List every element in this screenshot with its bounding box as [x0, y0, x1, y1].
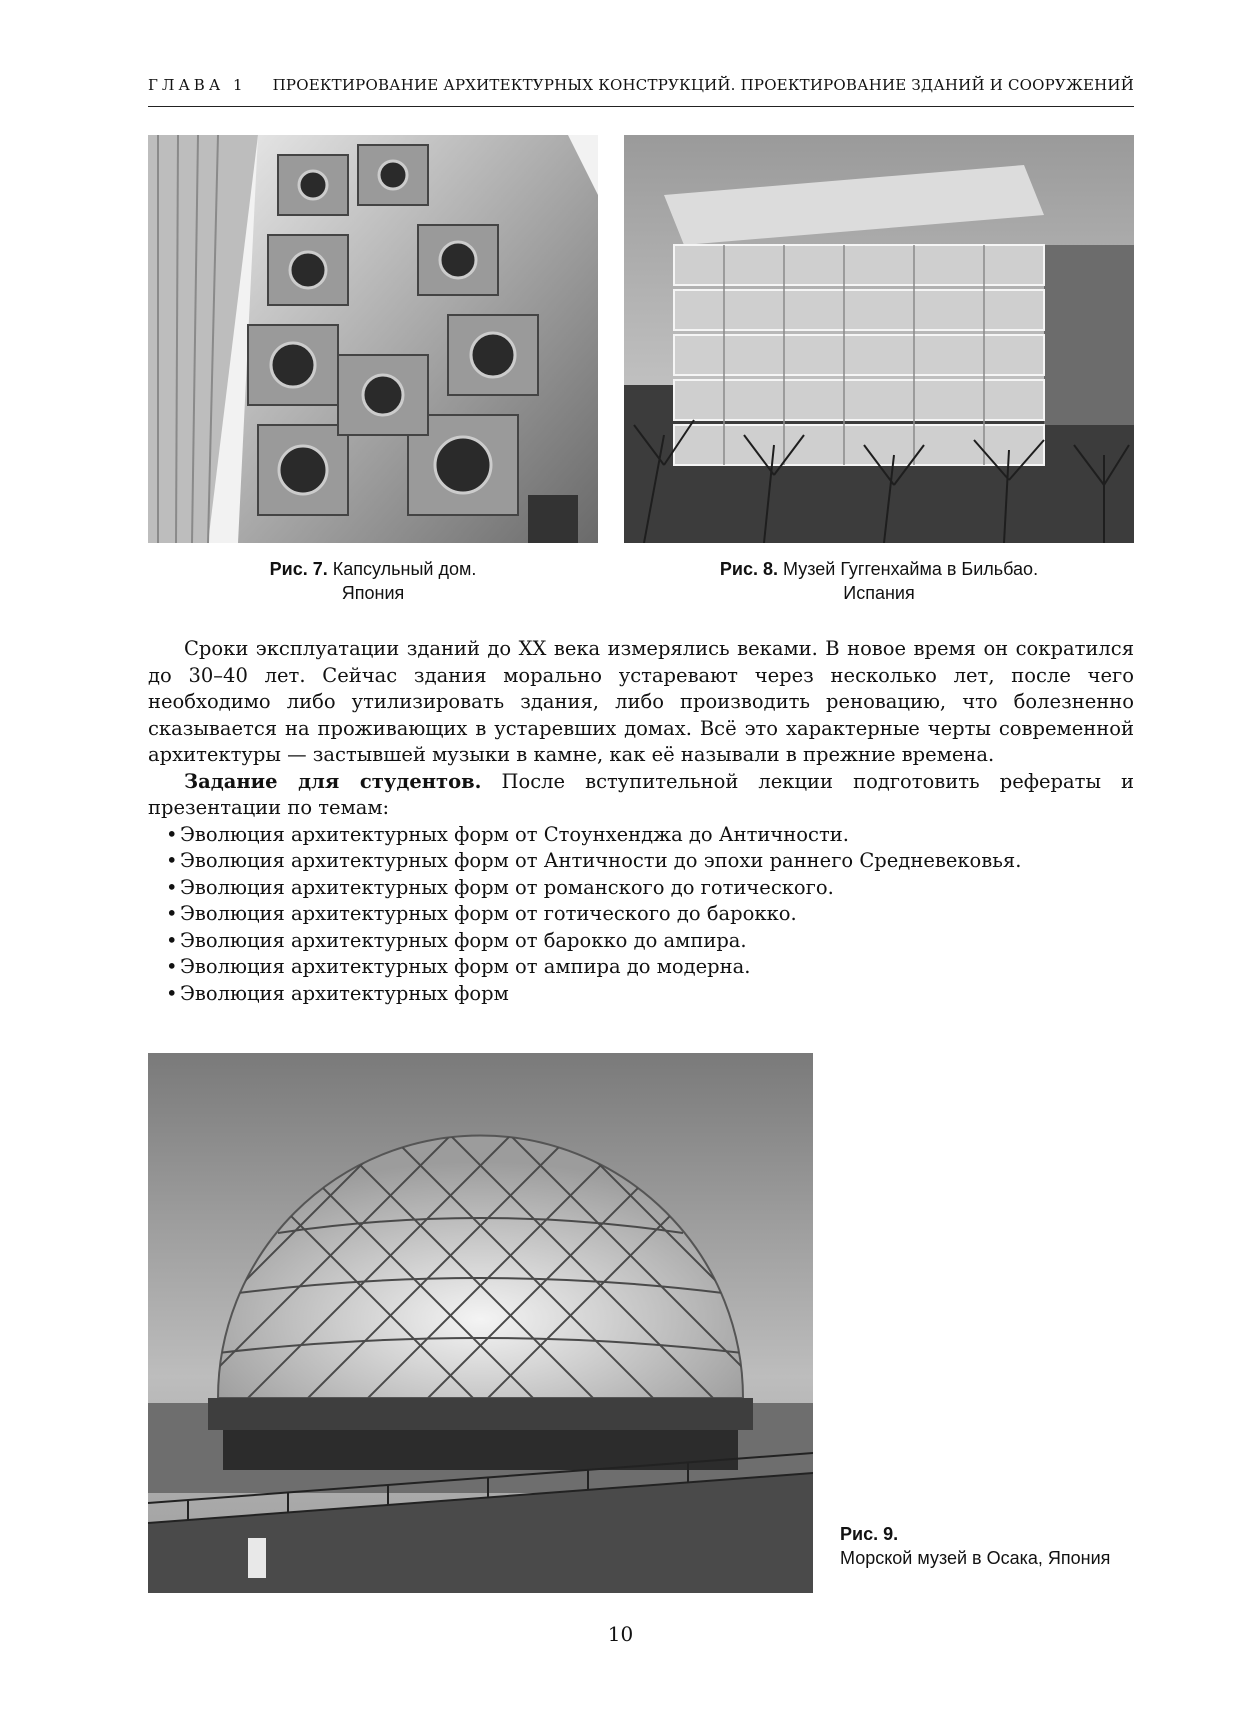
figure-9-photo [148, 1053, 813, 1593]
list-item: • Эволюция архитектурных форм от барокко до ампира. [166, 928, 1134, 955]
list-item: • Эволюция архитектурных форм [166, 981, 1134, 1008]
list-item: • Эволюция архитектурных форм от Античности до эпохи раннего Средневековья. [166, 848, 1134, 875]
list-item: • Эволюция архитектурных форм от романского до готического. [166, 875, 1134, 902]
figure-9-title: Морской музей в Осака, Япония [840, 1548, 1111, 1568]
body-text [148, 636, 1134, 1007]
task-text: После вступительной лекции подготовить рефераты и презентации по темам: [148, 769, 1134, 819]
figure-7-country: Япония [341, 583, 405, 603]
figure-7-photo [148, 135, 598, 543]
figure-7-title: Капсульный дом. [332, 559, 477, 579]
list-item: • Эволюция архитектурных форм от готического до барокко. [166, 901, 1134, 928]
figure-8-photo [624, 135, 1134, 543]
paragraph-task [148, 769, 1134, 822]
running-header [148, 76, 1134, 107]
figure-8-caption [624, 557, 1134, 605]
running-title: ПРОЕКТИРОВАНИЕ АРХИТЕКТУРНЫХ КОНСТРУКЦИЙ. ПРОЕКТИРОВАНИЕ ЗДАНИЙ И СООРУЖЕНИЙ [272, 76, 1134, 94]
task-label: Задание для студентов. [184, 769, 482, 793]
paragraph-1: Сроки эксплуатации зданий до XX века измерялись веками. В новое время он сократился до 30–40 лет. Сейчас здания морально устаревают через несколько лет, после чего необходимо либо утилизировать здания, либо производить реновацию, что болезненно сказывается на проживающих в устаревших домах. Всё это характерные черты современной архитектуры — застывшей музыки в камне, как её называли в прежние времена. [148, 637, 1134, 766]
figure-8-label: Рис. 8. [719, 559, 779, 579]
figure-8-country: Испания [843, 583, 915, 603]
list-item: • Эволюция архитектурных форм от ампира до модерна. [166, 954, 1134, 981]
page-number: 10 [607, 1622, 634, 1646]
figure-7-caption [148, 557, 598, 605]
chapter-label: ГЛАВА 1 [148, 76, 247, 94]
figure-8-title: Музей Гуггенхайма в Бильбао. [783, 559, 1039, 579]
figure-9-label: Рис. 9. [840, 1524, 899, 1544]
list-item: • Эволюция архитектурных форм от Стоунхенджа до Античности. [166, 822, 1134, 849]
topic-list [148, 822, 1134, 1008]
figure-7-label: Рис. 7. [269, 559, 328, 579]
figure-9-caption [840, 1522, 1110, 1570]
